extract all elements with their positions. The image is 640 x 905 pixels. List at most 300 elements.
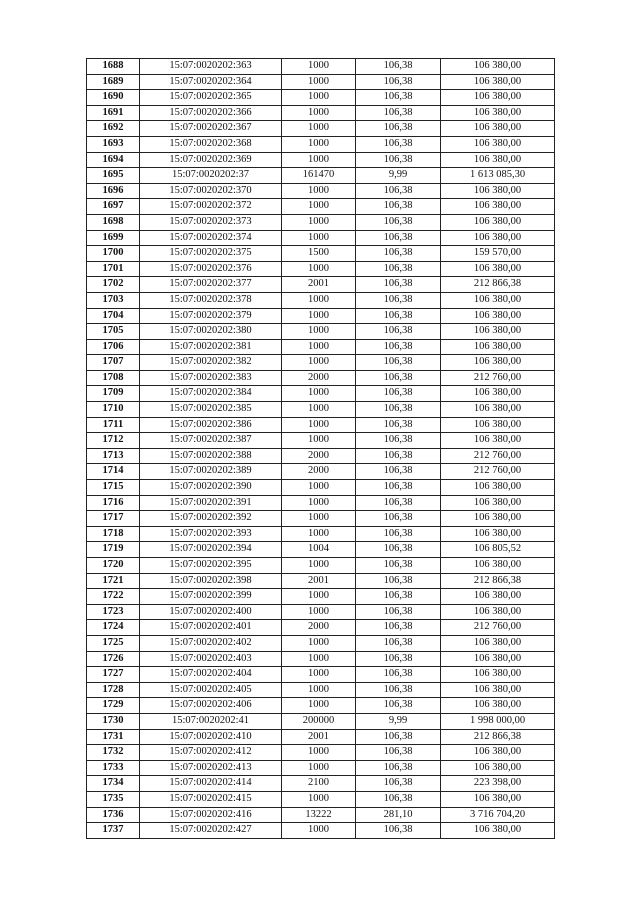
- area-cell: 2001: [282, 573, 356, 589]
- amount-cell: 106 380,00: [441, 90, 555, 106]
- row-number-cell: 1727: [87, 667, 140, 683]
- row-number-cell: 1734: [87, 776, 140, 792]
- table-row: [87, 199, 555, 215]
- table-row: [87, 776, 555, 792]
- area-cell: 1000: [282, 183, 356, 199]
- amount-cell: 1 998 000,00: [441, 713, 555, 729]
- cadastral-number-cell: 15:07:0020202:386: [140, 417, 282, 433]
- price-cell: 106,38: [356, 589, 441, 605]
- amount-cell: 106 380,00: [441, 823, 555, 839]
- table-row: [87, 386, 555, 402]
- row-number-cell: 1700: [87, 246, 140, 262]
- amount-cell: 159 570,00: [441, 246, 555, 262]
- row-number-cell: 1695: [87, 168, 140, 184]
- row-number-cell: 1722: [87, 589, 140, 605]
- area-cell: 1000: [282, 682, 356, 698]
- row-number-cell: 1728: [87, 682, 140, 698]
- table-row: [87, 59, 555, 75]
- row-number-cell: 1703: [87, 292, 140, 308]
- area-cell: 2000: [282, 464, 356, 480]
- area-cell: 1000: [282, 791, 356, 807]
- amount-cell: 106 380,00: [441, 292, 555, 308]
- table-row: [87, 417, 555, 433]
- cadastral-number-cell: 15:07:0020202:413: [140, 760, 282, 776]
- table-row: [87, 464, 555, 480]
- amount-cell: 106 380,00: [441, 526, 555, 542]
- row-number-cell: 1718: [87, 526, 140, 542]
- price-cell: 106,38: [356, 292, 441, 308]
- area-cell: 13222: [282, 807, 356, 823]
- area-cell: 1000: [282, 136, 356, 152]
- amount-cell: 106 380,00: [441, 74, 555, 90]
- table-row: [87, 807, 555, 823]
- amount-cell: 106 380,00: [441, 152, 555, 168]
- area-cell: 1000: [282, 339, 356, 355]
- table-row: [87, 480, 555, 496]
- row-number-cell: 1729: [87, 698, 140, 714]
- area-cell: 1000: [282, 386, 356, 402]
- cadastral-number-cell: 15:07:0020202:390: [140, 480, 282, 496]
- area-cell: 2001: [282, 729, 356, 745]
- row-number-cell: 1733: [87, 760, 140, 776]
- amount-cell: 106 380,00: [441, 635, 555, 651]
- price-cell: 106,38: [356, 214, 441, 230]
- row-number-cell: 1731: [87, 729, 140, 745]
- area-cell: 1000: [282, 698, 356, 714]
- area-cell: 1000: [282, 105, 356, 121]
- table-row: [87, 136, 555, 152]
- cadastral-number-cell: 15:07:0020202:369: [140, 152, 282, 168]
- cadastral-number-cell: 15:07:0020202:385: [140, 402, 282, 418]
- cadastral-number-cell: 15:07:0020202:398: [140, 573, 282, 589]
- amount-cell: 106 380,00: [441, 355, 555, 371]
- amount-cell: 212 760,00: [441, 370, 555, 386]
- amount-cell: 106 380,00: [441, 745, 555, 761]
- cadastral-number-cell: 15:07:0020202:403: [140, 651, 282, 667]
- row-number-cell: 1713: [87, 448, 140, 464]
- row-number-cell: 1697: [87, 199, 140, 215]
- table-row: [87, 121, 555, 137]
- amount-cell: 212 760,00: [441, 448, 555, 464]
- amount-cell: 106 380,00: [441, 667, 555, 683]
- price-cell: 106,38: [356, 776, 441, 792]
- table-row: [87, 230, 555, 246]
- row-number-cell: 1704: [87, 308, 140, 324]
- cadastral-number-cell: 15:07:0020202:384: [140, 386, 282, 402]
- amount-cell: 106 380,00: [441, 589, 555, 605]
- row-number-cell: 1726: [87, 651, 140, 667]
- area-cell: 2001: [282, 277, 356, 293]
- price-cell: 106,38: [356, 246, 441, 262]
- amount-cell: 106 380,00: [441, 214, 555, 230]
- row-number-cell: 1698: [87, 214, 140, 230]
- amount-cell: 106 380,00: [441, 199, 555, 215]
- table-row: [87, 745, 555, 761]
- area-cell: 1000: [282, 558, 356, 574]
- table-row: [87, 791, 555, 807]
- cadastral-number-cell: 15:07:0020202:393: [140, 526, 282, 542]
- price-cell: 106,38: [356, 542, 441, 558]
- price-cell: 106,38: [356, 121, 441, 137]
- cadastral-number-cell: 15:07:0020202:392: [140, 511, 282, 527]
- amount-cell: 106 380,00: [441, 230, 555, 246]
- amount-cell: 106 380,00: [441, 558, 555, 574]
- area-cell: 1000: [282, 292, 356, 308]
- cadastral-number-cell: 15:07:0020202:363: [140, 59, 282, 75]
- area-cell: 1000: [282, 651, 356, 667]
- area-cell: 1000: [282, 199, 356, 215]
- row-number-cell: 1736: [87, 807, 140, 823]
- price-cell: 106,38: [356, 823, 441, 839]
- amount-cell: 212 760,00: [441, 464, 555, 480]
- row-number-cell: 1735: [87, 791, 140, 807]
- table-row: [87, 698, 555, 714]
- amount-cell: 106 380,00: [441, 511, 555, 527]
- cadastral-number-cell: 15:07:0020202:402: [140, 635, 282, 651]
- cadastral-number-cell: 15:07:0020202:404: [140, 667, 282, 683]
- cadastral-number-cell: 15:07:0020202:389: [140, 464, 282, 480]
- amount-cell: 106 380,00: [441, 183, 555, 199]
- price-cell: 106,38: [356, 90, 441, 106]
- price-cell: 106,38: [356, 59, 441, 75]
- price-cell: 106,38: [356, 152, 441, 168]
- cadastral-number-cell: 15:07:0020202:379: [140, 308, 282, 324]
- row-number-cell: 1707: [87, 355, 140, 371]
- area-cell: 200000: [282, 713, 356, 729]
- cadastral-number-cell: 15:07:0020202:374: [140, 230, 282, 246]
- row-number-cell: 1696: [87, 183, 140, 199]
- area-cell: 1000: [282, 823, 356, 839]
- price-cell: 106,38: [356, 433, 441, 449]
- area-cell: 1000: [282, 74, 356, 90]
- row-number-cell: 1710: [87, 402, 140, 418]
- area-cell: 1000: [282, 214, 356, 230]
- price-cell: 106,38: [356, 558, 441, 574]
- table-row: [87, 682, 555, 698]
- area-cell: 2000: [282, 448, 356, 464]
- amount-cell: 1 613 085,30: [441, 168, 555, 184]
- area-cell: 1000: [282, 745, 356, 761]
- price-cell: 106,38: [356, 261, 441, 277]
- cadastral-number-cell: 15:07:0020202:370: [140, 183, 282, 199]
- row-number-cell: 1705: [87, 324, 140, 340]
- table-row: [87, 246, 555, 262]
- cadastral-number-cell: 15:07:0020202:377: [140, 277, 282, 293]
- row-number-cell: 1737: [87, 823, 140, 839]
- amount-cell: 106 380,00: [441, 417, 555, 433]
- cadastral-number-cell: 15:07:0020202:367: [140, 121, 282, 137]
- row-number-cell: 1706: [87, 339, 140, 355]
- area-cell: 1000: [282, 402, 356, 418]
- table-row: [87, 183, 555, 199]
- area-cell: 161470: [282, 168, 356, 184]
- price-cell: 106,38: [356, 136, 441, 152]
- cadastral-number-cell: 15:07:0020202:391: [140, 495, 282, 511]
- table-row: [87, 604, 555, 620]
- cadastral-number-cell: 15:07:0020202:382: [140, 355, 282, 371]
- area-cell: 1000: [282, 495, 356, 511]
- price-cell: 9,99: [356, 168, 441, 184]
- area-cell: 1000: [282, 261, 356, 277]
- table-row: [87, 667, 555, 683]
- amount-cell: 106 380,00: [441, 386, 555, 402]
- row-number-cell: 1702: [87, 277, 140, 293]
- cadastral-number-cell: 15:07:0020202:383: [140, 370, 282, 386]
- cadastral-number-cell: 15:07:0020202:399: [140, 589, 282, 605]
- area-cell: 1000: [282, 589, 356, 605]
- price-cell: 106,38: [356, 729, 441, 745]
- row-number-cell: 1724: [87, 620, 140, 636]
- table-row: [87, 433, 555, 449]
- price-cell: 106,38: [356, 308, 441, 324]
- table-row: [87, 105, 555, 121]
- row-number-cell: 1688: [87, 59, 140, 75]
- row-number-cell: 1714: [87, 464, 140, 480]
- table-row: [87, 620, 555, 636]
- row-number-cell: 1730: [87, 713, 140, 729]
- table-row: [87, 651, 555, 667]
- row-number-cell: 1712: [87, 433, 140, 449]
- cadastral-number-cell: 15:07:0020202:406: [140, 698, 282, 714]
- cadastral-number-cell: 15:07:0020202:427: [140, 823, 282, 839]
- price-cell: 106,38: [356, 448, 441, 464]
- cadastral-number-cell: 15:07:0020202:405: [140, 682, 282, 698]
- area-cell: 1000: [282, 308, 356, 324]
- area-cell: 1000: [282, 355, 356, 371]
- row-number-cell: 1689: [87, 74, 140, 90]
- row-number-cell: 1717: [87, 511, 140, 527]
- table-row: [87, 277, 555, 293]
- row-number-cell: 1715: [87, 480, 140, 496]
- row-number-cell: 1691: [87, 105, 140, 121]
- cadastral-number-cell: 15:07:0020202:400: [140, 604, 282, 620]
- table-row: [87, 261, 555, 277]
- area-cell: 1000: [282, 152, 356, 168]
- area-cell: 1000: [282, 511, 356, 527]
- amount-cell: 106 380,00: [441, 308, 555, 324]
- table-row: [87, 90, 555, 106]
- price-cell: 106,38: [356, 635, 441, 651]
- parcel-table: [86, 58, 555, 839]
- area-cell: 1000: [282, 121, 356, 137]
- price-cell: 106,38: [356, 402, 441, 418]
- cadastral-number-cell: 15:07:0020202:378: [140, 292, 282, 308]
- price-cell: 106,38: [356, 791, 441, 807]
- amount-cell: 106 380,00: [441, 105, 555, 121]
- price-cell: 106,38: [356, 417, 441, 433]
- cadastral-number-cell: 15:07:0020202:365: [140, 90, 282, 106]
- cadastral-number-cell: 15:07:0020202:388: [140, 448, 282, 464]
- cadastral-number-cell: 15:07:0020202:401: [140, 620, 282, 636]
- area-cell: 1004: [282, 542, 356, 558]
- table-row: [87, 214, 555, 230]
- area-cell: 1000: [282, 604, 356, 620]
- table-row: [87, 74, 555, 90]
- amount-cell: 106 380,00: [441, 59, 555, 75]
- row-number-cell: 1719: [87, 542, 140, 558]
- table-row: [87, 589, 555, 605]
- row-number-cell: 1716: [87, 495, 140, 511]
- price-cell: 106,38: [356, 573, 441, 589]
- price-cell: 106,38: [356, 651, 441, 667]
- cadastral-number-cell: 15:07:0020202:41: [140, 713, 282, 729]
- parcel-table-body: [87, 59, 555, 839]
- amount-cell: 106 380,00: [441, 495, 555, 511]
- row-number-cell: 1694: [87, 152, 140, 168]
- price-cell: 106,38: [356, 620, 441, 636]
- table-row: [87, 635, 555, 651]
- amount-cell: 106 380,00: [441, 324, 555, 340]
- price-cell: 106,38: [356, 760, 441, 776]
- area-cell: 1000: [282, 760, 356, 776]
- table-row: [87, 308, 555, 324]
- area-cell: 2000: [282, 620, 356, 636]
- price-cell: 9,99: [356, 713, 441, 729]
- amount-cell: 106 380,00: [441, 402, 555, 418]
- price-cell: 106,38: [356, 355, 441, 371]
- cadastral-number-cell: 15:07:0020202:364: [140, 74, 282, 90]
- row-number-cell: 1721: [87, 573, 140, 589]
- amount-cell: 212 866,38: [441, 573, 555, 589]
- amount-cell: 106 380,00: [441, 604, 555, 620]
- row-number-cell: 1693: [87, 136, 140, 152]
- table-row: [87, 558, 555, 574]
- amount-cell: 212 866,38: [441, 729, 555, 745]
- area-cell: 1000: [282, 526, 356, 542]
- price-cell: 106,38: [356, 339, 441, 355]
- price-cell: 106,38: [356, 480, 441, 496]
- table-row: [87, 573, 555, 589]
- price-cell: 106,38: [356, 183, 441, 199]
- table-row: [87, 355, 555, 371]
- cadastral-number-cell: 15:07:0020202:372: [140, 199, 282, 215]
- area-cell: 1000: [282, 635, 356, 651]
- row-number-cell: 1720: [87, 558, 140, 574]
- table-row: [87, 729, 555, 745]
- price-cell: 106,38: [356, 667, 441, 683]
- amount-cell: 106 380,00: [441, 433, 555, 449]
- area-cell: 1500: [282, 246, 356, 262]
- cadastral-number-cell: 15:07:0020202:394: [140, 542, 282, 558]
- price-cell: 106,38: [356, 324, 441, 340]
- row-number-cell: 1732: [87, 745, 140, 761]
- table-row: [87, 713, 555, 729]
- cadastral-number-cell: 15:07:0020202:368: [140, 136, 282, 152]
- cadastral-number-cell: 15:07:0020202:416: [140, 807, 282, 823]
- price-cell: 106,38: [356, 386, 441, 402]
- area-cell: 1000: [282, 90, 356, 106]
- amount-cell: 106 805,52: [441, 542, 555, 558]
- price-cell: 106,38: [356, 604, 441, 620]
- cadastral-number-cell: 15:07:0020202:375: [140, 246, 282, 262]
- amount-cell: 106 380,00: [441, 480, 555, 496]
- area-cell: 1000: [282, 230, 356, 246]
- row-number-cell: 1699: [87, 230, 140, 246]
- cadastral-number-cell: 15:07:0020202:412: [140, 745, 282, 761]
- area-cell: 1000: [282, 667, 356, 683]
- price-cell: 106,38: [356, 745, 441, 761]
- amount-cell: 106 380,00: [441, 136, 555, 152]
- cadastral-number-cell: 15:07:0020202:37: [140, 168, 282, 184]
- table-row: [87, 292, 555, 308]
- table-row: [87, 511, 555, 527]
- cadastral-number-cell: 15:07:0020202:380: [140, 324, 282, 340]
- row-number-cell: 1701: [87, 261, 140, 277]
- cadastral-number-cell: 15:07:0020202:373: [140, 214, 282, 230]
- price-cell: 106,38: [356, 698, 441, 714]
- cadastral-number-cell: 15:07:0020202:415: [140, 791, 282, 807]
- row-number-cell: 1725: [87, 635, 140, 651]
- area-cell: 2100: [282, 776, 356, 792]
- amount-cell: 106 380,00: [441, 682, 555, 698]
- price-cell: 106,38: [356, 370, 441, 386]
- area-cell: 1000: [282, 433, 356, 449]
- row-number-cell: 1711: [87, 417, 140, 433]
- cadastral-number-cell: 15:07:0020202:366: [140, 105, 282, 121]
- table-row: [87, 339, 555, 355]
- price-cell: 106,38: [356, 199, 441, 215]
- area-cell: 1000: [282, 417, 356, 433]
- price-cell: 106,38: [356, 464, 441, 480]
- cadastral-number-cell: 15:07:0020202:387: [140, 433, 282, 449]
- amount-cell: 106 380,00: [441, 339, 555, 355]
- table-row: [87, 823, 555, 839]
- amount-cell: 3 716 704,20: [441, 807, 555, 823]
- amount-cell: 106 380,00: [441, 121, 555, 137]
- table-row: [87, 448, 555, 464]
- price-cell: 106,38: [356, 105, 441, 121]
- row-number-cell: 1692: [87, 121, 140, 137]
- table-row: [87, 324, 555, 340]
- amount-cell: 106 380,00: [441, 651, 555, 667]
- amount-cell: 106 380,00: [441, 698, 555, 714]
- price-cell: 106,38: [356, 526, 441, 542]
- cadastral-number-cell: 15:07:0020202:381: [140, 339, 282, 355]
- price-cell: 106,38: [356, 74, 441, 90]
- row-number-cell: 1723: [87, 604, 140, 620]
- price-cell: 106,38: [356, 277, 441, 293]
- row-number-cell: 1708: [87, 370, 140, 386]
- amount-cell: 106 380,00: [441, 261, 555, 277]
- table-row: [87, 542, 555, 558]
- price-cell: 281,10: [356, 807, 441, 823]
- row-number-cell: 1709: [87, 386, 140, 402]
- amount-cell: 106 380,00: [441, 760, 555, 776]
- cadastral-number-cell: 15:07:0020202:414: [140, 776, 282, 792]
- area-cell: 1000: [282, 324, 356, 340]
- price-cell: 106,38: [356, 230, 441, 246]
- amount-cell: 212 760,00: [441, 620, 555, 636]
- area-cell: 1000: [282, 59, 356, 75]
- amount-cell: 212 866,38: [441, 277, 555, 293]
- amount-cell: 223 398,00: [441, 776, 555, 792]
- table-row: [87, 152, 555, 168]
- row-number-cell: 1690: [87, 90, 140, 106]
- price-cell: 106,38: [356, 495, 441, 511]
- table-row: [87, 760, 555, 776]
- amount-cell: 106 380,00: [441, 791, 555, 807]
- price-cell: 106,38: [356, 511, 441, 527]
- table-row: [87, 402, 555, 418]
- price-cell: 106,38: [356, 682, 441, 698]
- cadastral-number-cell: 15:07:0020202:395: [140, 558, 282, 574]
- table-row: [87, 495, 555, 511]
- table-row: [87, 370, 555, 386]
- table-row: [87, 168, 555, 184]
- table-row: [87, 526, 555, 542]
- area-cell: 2000: [282, 370, 356, 386]
- cadastral-number-cell: 15:07:0020202:376: [140, 261, 282, 277]
